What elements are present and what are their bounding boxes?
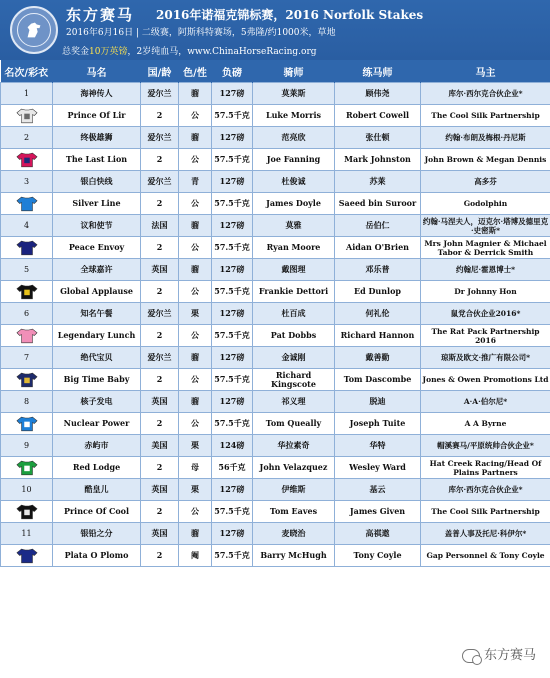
weight-kg: 57.5千克 <box>212 193 253 215</box>
weight-kg: 57.5千克 <box>212 149 253 171</box>
race-details: 2016年6月16日 | 二级赛，阿斯科特赛场，5弗隆/约1000米，草地 <box>66 28 336 38</box>
jockey-cn: 麦晓治 <box>253 523 335 545</box>
runner-number: 2 <box>1 127 53 149</box>
age: 2 <box>141 149 179 171</box>
table-row-cn <box>1 83 550 105</box>
trainer-cn: 脱迪 <box>335 391 421 413</box>
jockey-silk-icon <box>16 239 38 256</box>
col-header-origin-age: 国/龄 <box>141 60 179 83</box>
runner-number: 11 <box>1 523 53 545</box>
silk-cell <box>1 413 53 435</box>
owner-en: A A Byrne <box>421 413 550 435</box>
horse-name-en: Legendary Lunch <box>53 325 141 347</box>
jockey-cn: 华拉素奇 <box>253 435 335 457</box>
table-row-en <box>1 193 550 215</box>
table-row-cn <box>1 259 550 281</box>
age: 2 <box>141 501 179 523</box>
table-row-en <box>1 545 550 567</box>
origin-cn: 英国 <box>141 479 179 501</box>
jockey-en: Ryan Moore <box>253 237 335 259</box>
color-cn: 骝 <box>179 391 212 413</box>
horse-name-en: Big Time Baby <box>53 369 141 391</box>
table-row-en <box>1 369 550 391</box>
owner-en: Hat Creek Racing/Head Of Plains Partners <box>421 457 550 479</box>
jockey-en: Barry McHugh <box>253 545 335 567</box>
col-header-owner: 马主 <box>421 60 550 83</box>
weight-kg: 57.5千克 <box>212 237 253 259</box>
owner-cn: 约翰·马涅夫人，迈克尔·塔博及德里克·史密斯* <box>421 215 550 237</box>
horse-name-en: Prince Of Lir <box>53 105 141 127</box>
owner-en: The Cool Silk Partnership <box>421 501 550 523</box>
color-cn: 骝 <box>179 523 212 545</box>
runner-number: 10 <box>1 479 53 501</box>
age: 2 <box>141 413 179 435</box>
jockey-en: Richard Kingscote <box>253 369 335 391</box>
jockey-en: Luke Morris <box>253 105 335 127</box>
weight-kg: 57.5千克 <box>212 281 253 303</box>
table-row-en <box>1 457 550 479</box>
horse-name-en: The Last Lion <box>53 149 141 171</box>
sex: 公 <box>179 149 212 171</box>
weight-kg: 57.5千克 <box>212 501 253 523</box>
horse-name-cn: 议和使节 <box>53 215 141 237</box>
owner-cn: 盖普人事及托尼·科伊尔* <box>421 523 550 545</box>
jockey-silk-icon <box>16 283 38 300</box>
table-header <box>1 60 550 83</box>
col-header-position: 名次/彩衣 <box>1 60 53 83</box>
weight-lb: 127磅 <box>212 347 253 369</box>
silk-cell <box>1 149 53 171</box>
horse-name-cn: 终极雄狮 <box>53 127 141 149</box>
owner-en: Gap Personnel & Tony Coyle <box>421 545 550 567</box>
sex: 公 <box>179 413 212 435</box>
origin-cn: 英国 <box>141 523 179 545</box>
horse-name-en: Peace Envoy <box>53 237 141 259</box>
horse-name-cn: 银白快线 <box>53 171 141 193</box>
runner-number: 7 <box>1 347 53 369</box>
jockey-cn: 伊维斯 <box>253 479 335 501</box>
silk-cell <box>1 193 53 215</box>
jockey-en: Joe Fanning <box>253 149 335 171</box>
trainer-cn: 何礼伦 <box>335 303 421 325</box>
trainer-cn: 邓乐普 <box>335 259 421 281</box>
color-cn: 骝 <box>179 83 212 105</box>
trainer-cn: 基云 <box>335 479 421 501</box>
trainer-cn: 张仕顿 <box>335 127 421 149</box>
jockey-en: Frankie Dettori <box>253 281 335 303</box>
race-title: 2016年诺福克锦标赛，2016 Norfolk Stakes <box>156 8 424 22</box>
table-row-en <box>1 105 550 127</box>
runner-number: 9 <box>1 435 53 457</box>
header-banner <box>0 0 550 60</box>
color-cn: 栗 <box>179 479 212 501</box>
col-header-horse: 马名 <box>53 60 141 83</box>
jockey-en: Tom Eaves <box>253 501 335 523</box>
wechat-icon <box>462 649 480 663</box>
jockey-cn: 祁义理 <box>253 391 335 413</box>
sex: 公 <box>179 325 212 347</box>
col-header-trainer: 练马师 <box>335 60 421 83</box>
silk-cell <box>1 281 53 303</box>
jockey-silk-icon <box>16 459 38 476</box>
horse-name-en: Prince Of Cool <box>53 501 141 523</box>
jockey-silk-icon <box>16 195 38 212</box>
silk-cell <box>1 457 53 479</box>
china-horse-racing-logo <box>10 6 58 54</box>
owner-cn: A·A·伯尔尼* <box>421 391 550 413</box>
horse-name-cn: 知名午餐 <box>53 303 141 325</box>
horse-name-en: Nuclear Power <box>53 413 141 435</box>
origin-cn: 爱尔兰 <box>141 83 179 105</box>
table-row-en <box>1 281 550 303</box>
horse-name-en: Plata O Plomo <box>53 545 141 567</box>
owner-cn: 高多芬 <box>421 171 550 193</box>
table-row-en <box>1 325 550 347</box>
trainer-cn: 高祺遨 <box>335 523 421 545</box>
sex: 母 <box>179 457 212 479</box>
color-cn: 骝 <box>179 127 212 149</box>
origin-cn: 爱尔兰 <box>141 171 179 193</box>
sex: 公 <box>179 237 212 259</box>
origin-cn: 英国 <box>141 391 179 413</box>
age: 2 <box>141 325 179 347</box>
weight-lb: 127磅 <box>212 523 253 545</box>
owner-en: Mrs John Magnier & Michael Tabor & Derrick Smith <box>421 237 550 259</box>
owner-cn: 帽溪赛马/平原统帅合伙企业* <box>421 435 550 457</box>
silk-cell <box>1 369 53 391</box>
color-cn: 青 <box>179 171 212 193</box>
table-row-cn <box>1 391 550 413</box>
trainer-cn: 顾伟尧 <box>335 83 421 105</box>
table-row-cn <box>1 479 550 501</box>
runner-number: 8 <box>1 391 53 413</box>
color-cn: 骝 <box>179 215 212 237</box>
weight-lb: 127磅 <box>212 171 253 193</box>
origin-cn: 法国 <box>141 215 179 237</box>
col-header-color-sex: 色/性 <box>179 60 212 83</box>
owner-en: The Rat Pack Partnership 2016 <box>421 325 550 347</box>
color-cn: 栗 <box>179 303 212 325</box>
weight-kg: 57.5千克 <box>212 369 253 391</box>
prize-prefix: 总奖金 <box>62 47 90 57</box>
sex: 公 <box>179 193 212 215</box>
horse-name-cn: 银铅之分 <box>53 523 141 545</box>
jockey-silk-icon <box>16 151 38 168</box>
runner-number: 1 <box>1 83 53 105</box>
jockey-cn: 杜俊诚 <box>253 171 335 193</box>
age: 2 <box>141 457 179 479</box>
weight-lb: 127磅 <box>212 83 253 105</box>
owner-cn: 库尔·西尔克合伙企业* <box>421 479 550 501</box>
horse-name-cn: 全球嘉许 <box>53 259 141 281</box>
color-cn: 栗 <box>179 435 212 457</box>
trainer-en: Joseph Tuite <box>335 413 421 435</box>
weight-lb: 127磅 <box>212 259 253 281</box>
jockey-en: Tom Queally <box>253 413 335 435</box>
origin-cn: 爱尔兰 <box>141 303 179 325</box>
col-header-weight: 负磅 <box>212 60 253 83</box>
table-row-cn <box>1 303 550 325</box>
weight-kg: 57.5千克 <box>212 413 253 435</box>
weight-lb: 127磅 <box>212 303 253 325</box>
jockey-silk-icon <box>16 547 38 564</box>
runner-number: 3 <box>1 171 53 193</box>
runner-number: 5 <box>1 259 53 281</box>
brand-name: 东方赛马 <box>66 6 135 24</box>
trainer-en: Mark Johnston <box>335 149 421 171</box>
owner-en: Jones & Owen Promotions Ltd <box>421 369 550 391</box>
weight-lb: 127磅 <box>212 215 253 237</box>
age: 2 <box>141 105 179 127</box>
owner-en: Dr Johnny Hon <box>421 281 550 303</box>
trainer-en: Saeed bin Suroor <box>335 193 421 215</box>
trainer-cn: 岳伯仁 <box>335 215 421 237</box>
weight-lb: 127磅 <box>212 127 253 149</box>
watermark <box>462 644 536 663</box>
trainer-en: Wesley Ward <box>335 457 421 479</box>
sex: 公 <box>179 105 212 127</box>
silk-cell <box>1 325 53 347</box>
owner-cn: 库尔·西尔克合伙企业* <box>421 83 550 105</box>
age: 2 <box>141 545 179 567</box>
owner-cn: 约翰·布朗及梅根·丹尼斯 <box>421 127 550 149</box>
silk-cell <box>1 545 53 567</box>
jockey-cn: 戴图理 <box>253 259 335 281</box>
runner-rows <box>1 83 550 567</box>
color-cn: 骝 <box>179 259 212 281</box>
horse-name-en: Global Applause <box>53 281 141 303</box>
prize-suffix: ，2岁纯血马，www.ChinaHorseRacing.org <box>127 47 317 57</box>
origin-cn: 爱尔兰 <box>141 347 179 369</box>
prize-line <box>62 44 317 57</box>
age: 2 <box>141 281 179 303</box>
weight-kg: 57.5千克 <box>212 105 253 127</box>
sex: 公 <box>179 369 212 391</box>
silk-cell <box>1 237 53 259</box>
weight-lb: 127磅 <box>212 479 253 501</box>
table-row-en <box>1 149 550 171</box>
origin-cn: 美国 <box>141 435 179 457</box>
owner-en: Godolphin <box>421 193 550 215</box>
jockey-en: John Velazquez <box>253 457 335 479</box>
owner-en: John Brown & Megan Dennis <box>421 149 550 171</box>
watermark-text: 东方赛马 <box>483 648 536 663</box>
weight-kg: 56千克 <box>212 457 253 479</box>
horse-name-cn: 绝代宝贝 <box>53 347 141 369</box>
jockey-en: James Doyle <box>253 193 335 215</box>
trainer-en: Aidan O'Brien <box>335 237 421 259</box>
horse-name-cn: 赤屿市 <box>53 435 141 457</box>
owner-cn: 鼠党合伙企业2016* <box>421 303 550 325</box>
jockey-silk-icon <box>16 371 38 388</box>
sex: 阉 <box>179 545 212 567</box>
age: 2 <box>141 369 179 391</box>
runner-number: 6 <box>1 303 53 325</box>
jockey-cn: 杜百成 <box>253 303 335 325</box>
table-row-en <box>1 237 550 259</box>
prize-amount: 10万英镑 <box>89 47 128 57</box>
table-row-cn <box>1 347 550 369</box>
weight-lb: 127磅 <box>212 391 253 413</box>
weight-lb: 124磅 <box>212 435 253 457</box>
jockey-en: Pat Dobbs <box>253 325 335 347</box>
owner-cn: 琼斯及欧文·推广有限公司* <box>421 347 550 369</box>
trainer-cn: 华特 <box>335 435 421 457</box>
table-row-cn <box>1 523 550 545</box>
col-header-jockey: 骑师 <box>253 60 335 83</box>
trainer-en: James Given <box>335 501 421 523</box>
sex: 公 <box>179 281 212 303</box>
horse-name-en: Red Lodge <box>53 457 141 479</box>
trainer-en: Tom Dascombe <box>335 369 421 391</box>
trainer-cn: 苏莱 <box>335 171 421 193</box>
jockey-silk-icon <box>16 327 38 344</box>
jockey-silk-icon <box>16 503 38 520</box>
horse-name-cn: 酷皇儿 <box>53 479 141 501</box>
owner-cn: 约翰尼·霍恩博士* <box>421 259 550 281</box>
jockey-cn: 莫雅 <box>253 215 335 237</box>
jockey-cn: 范亮欣 <box>253 127 335 149</box>
horse-name-cn: 海神传人 <box>53 83 141 105</box>
origin-cn: 英国 <box>141 259 179 281</box>
table-row-cn <box>1 127 550 149</box>
table-row-en <box>1 501 550 523</box>
age: 2 <box>141 237 179 259</box>
table-row-cn <box>1 171 550 193</box>
runners-table <box>0 60 550 567</box>
weight-kg: 57.5千克 <box>212 325 253 347</box>
jockey-silk-icon <box>16 415 38 432</box>
owner-en: The Cool Silk Partnership <box>421 105 550 127</box>
silk-cell <box>1 501 53 523</box>
jockey-cn: 金诚刚 <box>253 347 335 369</box>
runner-number: 4 <box>1 215 53 237</box>
table-row-cn <box>1 215 550 237</box>
trainer-en: Ed Dunlop <box>335 281 421 303</box>
trainer-en: Richard Hannon <box>335 325 421 347</box>
sex: 公 <box>179 501 212 523</box>
age: 2 <box>141 193 179 215</box>
horse-icon <box>23 19 45 41</box>
table-row-en <box>1 413 550 435</box>
jockey-cn: 莫莱斯 <box>253 83 335 105</box>
trainer-en: Robert Cowell <box>335 105 421 127</box>
horse-name-en: Silver Line <box>53 193 141 215</box>
weight-kg: 57.5千克 <box>212 545 253 567</box>
jockey-silk-icon <box>16 107 38 124</box>
table-row-cn <box>1 435 550 457</box>
color-cn: 骝 <box>179 347 212 369</box>
trainer-en: Tony Coyle <box>335 545 421 567</box>
horse-name-cn: 核子发电 <box>53 391 141 413</box>
origin-cn: 爱尔兰 <box>141 127 179 149</box>
trainer-cn: 戴善勤 <box>335 347 421 369</box>
silk-cell <box>1 105 53 127</box>
